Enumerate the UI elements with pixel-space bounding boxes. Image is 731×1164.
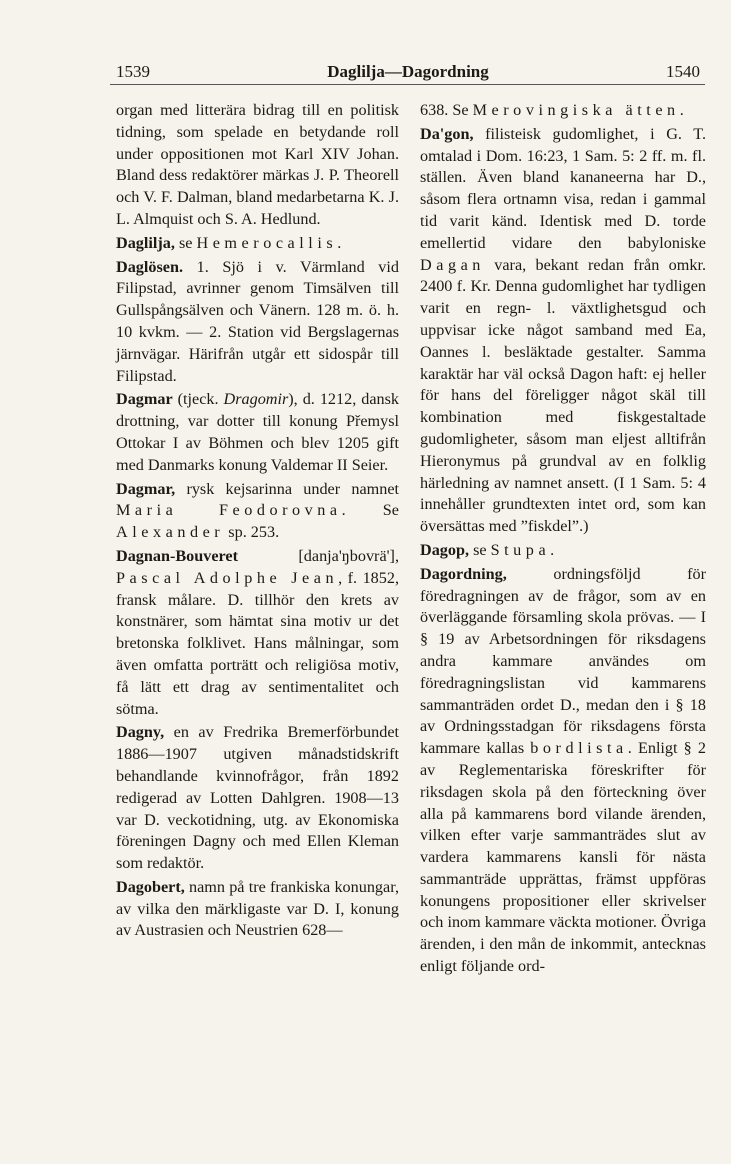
entry-dagordning: Dagordning, ordningsföljd för föredragningen av de frågor, som av en överläggande församling skola prövas. — I § 19 av Arbetsordningen för riksdagens andra kammare användes om föredragningslistan vid kammarens sammanträden ordet D., medan den i § 18 av Ordningsstadgan för riksdagens första kammare kallas bordlista. Enligt § 2 av Reglementariska föreskrifter för riksdagen skola på den förteckning över alla på kammarens bord vilande ärenden, vilken efter varje sammanträdes slut av vardera kammarens kansli för nästa sammanträde upprättas, främst uppföras konungens propositioner eller skrivelser och inom kammare väckta motioner. Övriga ärenden, i den mån de inkommit, antecknas enligt följande ord- <box>420 564 707 976</box>
headword: Dagordning, <box>420 564 507 583</box>
entry-daglosen: Daglösen. 1. Sjö i v. Värmland vid Filipstad, avrinner genom Timsälven till Gullspångsälven och Vänern. 128 m. ö. h. 10 kvkm. — 2. Station vid Bergslagernas järnvägar. Härifrån utgår ett sidospår till Filipstad. <box>116 257 399 385</box>
left-column <box>116 100 399 944</box>
entry-continuation: 638. Se Merovingiska ätten. <box>420 101 684 119</box>
entry-dagon: Da'gon, filisteisk gudomlighet, i G. T. omtalad i Dom. 16:23, 1 Sam. 5: 2 ff. m. fl. ställen. Även bland kananeerna har D., såsom flera ortnamn visa, redan i gammal tid varit känd. Identisk med D. torde emellertid vidare den babyloniske Dagan vara, bekant redan från omkr. 2400 f. Kr. Denna gudomlighet har tydligen varit en regn- l. växtlighetsgud och uppvisar icke något samband med Ea, Oannes l. besläktade gestalter. Samma karaktär har väl också Dagon haft: ej heller för hans del föreligger något skäl till kombination med fiskgestaltade gudomligheter, såsom man eljest alltifrån Hieronymus på grundval av en folklig härledning av namnet ansett. (I 1 Sam. 5: 4 innehåller grundtexten intet ord, som kan översättas med ”fiskdel”.) <box>420 124 707 536</box>
entry-dagobert: Dagobert, namn på tre frankiska konungar, av vilka den märkligaste var D. I, konung av Austrasien och Neustrien 628— <box>116 877 399 940</box>
entry-dagop: Dagop, se Stupa. <box>420 540 555 559</box>
entry-dagmar-2: Dagmar, rysk kejsarinna under namnet Maria Feodorovna. Se Alexander sp. 253. <box>116 479 400 542</box>
entry-continuation: organ med litterära bidrag till en politisk tidning, som spelade en betydande roll under oppositionen mot Karl XIV Johan. Bland dess redaktörer märkas J. P. Theorell och V. F. Dalman, bland medarbetarna K. J. L. Almquist och S. A. Hedlund. <box>116 101 399 228</box>
headword: Da'gon, <box>420 124 474 143</box>
cross-reference: Hemerocallis <box>196 233 338 252</box>
page-title: Daglilja—Dagordning <box>327 62 489 81</box>
headword: Dagop, <box>420 540 470 559</box>
headword: Dagobert, <box>116 877 185 896</box>
entry-dagnan-bouveret: Dagnan-Bouveret [danja'ŋbovrä'], Pascal Adolphe Jean, f. 1852, fransk målare. D. tillhör den krets av konstnärer, som hämtat sina motiv ur det bretonska folklivet. Hans målningar, som även omfatta porträtt och religiösa motiv, få lätt ett drag av sentimentalitet och sötma. <box>116 546 399 718</box>
headword: Daglösen. <box>116 257 184 276</box>
entry-daglilja: Daglilja, se Hemerocallis. <box>116 233 342 252</box>
headword: Daglilja, <box>116 233 175 252</box>
cross-reference: Alexander <box>116 523 225 542</box>
entry-dagny: Dagny, en av Fredrika Bremerförbundet 1886—1907 utgiven månadstidskrift behandlande kvinnofrågor, från 1892 redigerad av Lotten Dahlgren. 1908—13 var D. veckotidning, utg. av Ekonomiska föreningen Dagny och med Ellen Kleman som redaktör. <box>116 723 399 873</box>
cross-reference: Merovingiska ätten <box>472 101 680 119</box>
page-number-right: 1540 <box>666 62 700 81</box>
right-column <box>420 100 706 980</box>
headword: Dagny, <box>116 723 165 742</box>
headword: Dagmar <box>116 390 173 409</box>
page-number-left: 1539 <box>116 62 150 81</box>
header-rule <box>110 84 705 85</box>
headword: Dagmar, <box>116 479 176 498</box>
entry-dagmar-1: Dagmar (tjeck. Dragomir), d. 1212, dansk drottning, var dotter till konung Přemysl Ottokar I av Böhmen och blev 1205 gift med Danmarks konung Valdemar II Seier. <box>116 390 399 474</box>
cross-reference: Stupa <box>490 540 551 559</box>
headword: Dagnan-Bouveret <box>116 546 239 565</box>
